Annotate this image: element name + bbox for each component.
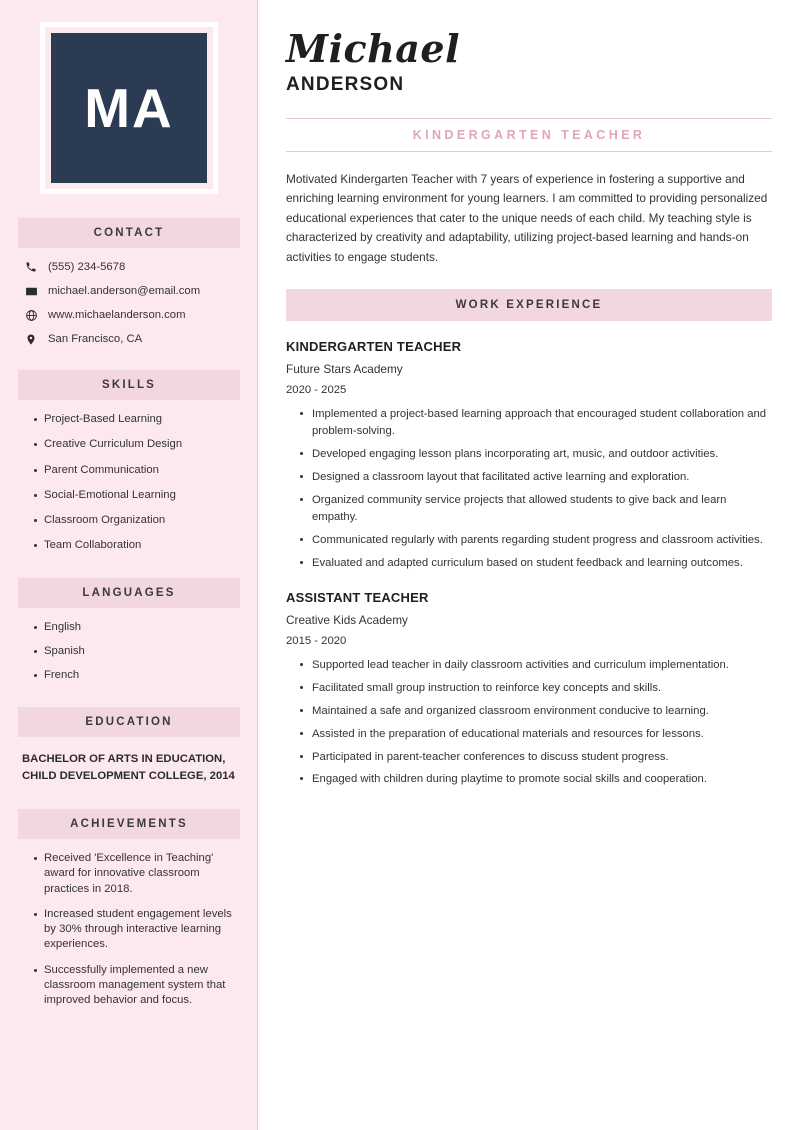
list-item: Creative Curriculum Design <box>34 437 240 452</box>
job-responsibilities <box>286 657 772 789</box>
list-item: Maintained a safe and organized classroom environment conducive to learning. <box>300 703 772 720</box>
list-item: Implemented a project-based learning approach that encouraged student collaboration and problem-solving. <box>300 406 772 440</box>
list-item: Supported lead teacher in daily classroom activities and curriculum implementation. <box>300 657 772 674</box>
contact-list <box>18 260 240 346</box>
skills-list <box>18 412 240 554</box>
job-company: Creative Kids Academy <box>286 612 408 627</box>
job-title-band: KINDERGARTEN TEACHER <box>286 118 772 152</box>
contact-item-phone <box>18 260 240 274</box>
contact-phone-text: (555) 234-5678 <box>48 261 126 273</box>
list-item: Received 'Excellence in Teaching' award for innovative classroom practices in 2018. <box>34 851 240 897</box>
list-item: Developed engaging lesson plans incorporating art, music, and outdoor activities. <box>300 446 772 463</box>
education-section-heading: EDUCATION <box>18 707 240 737</box>
job-responsibilities <box>286 406 772 572</box>
avatar-frame <box>40 22 218 194</box>
list-item: Spanish <box>34 644 240 659</box>
job-title: KINDERGARTEN TEACHER <box>286 339 462 355</box>
contact-item-location <box>18 332 240 346</box>
list-item: Increased student engagement levels by 30% through interactive learning experiences. <box>34 907 240 953</box>
job-entry <box>286 590 772 789</box>
contact-section-heading: CONTACT <box>18 218 240 248</box>
page-title <box>286 26 772 96</box>
list-item: Successfully implemented a new classroom management system that improved behavior and focus. <box>34 963 240 1009</box>
contact-website-text: www.michaelanderson.com <box>48 309 186 321</box>
main-content <box>258 0 800 1130</box>
contact-item-email <box>18 284 240 298</box>
list-item: Assisted in the preparation of educational materials and resources for lessons. <box>300 726 772 743</box>
first-name: Michael <box>286 26 460 71</box>
work-experience-heading: WORK EXPERIENCE <box>286 289 772 321</box>
job-entry <box>286 339 772 572</box>
list-item: Engaged with children during playtime to promote social skills and cooperation. <box>300 771 772 788</box>
sidebar <box>0 0 258 1130</box>
list-item: Social-Emotional Learning <box>34 488 240 503</box>
list-item: Communicated regularly with parents regarding student progress and classroom activities. <box>300 532 772 549</box>
list-item: Participated in parent-teacher conferences to discuss student progress. <box>300 749 772 766</box>
list-item: Designed a classroom layout that facilitated active learning and exploration. <box>300 469 772 486</box>
job-dates: 2020 - 2025 <box>286 384 347 397</box>
list-item: Project-Based Learning <box>34 412 240 427</box>
globe-icon <box>22 308 40 322</box>
contact-item-website <box>18 308 240 322</box>
avatar-initials: MA <box>51 33 207 183</box>
phone-icon <box>22 260 40 274</box>
languages-list <box>18 620 240 684</box>
email-icon <box>22 284 40 298</box>
list-item: French <box>34 668 240 683</box>
achievements-section-heading: ACHIEVEMENTS <box>18 809 240 839</box>
list-item: English <box>34 620 240 635</box>
list-item: Team Collaboration <box>34 538 240 553</box>
skills-section-heading: SKILLS <box>18 370 240 400</box>
job-title: ASSISTANT TEACHER <box>286 589 429 605</box>
languages-section-heading: LANGUAGES <box>18 578 240 608</box>
location-pin-icon <box>22 332 40 346</box>
contact-email-text: michael.anderson@email.com <box>48 285 201 297</box>
job-dates: 2015 - 2020 <box>286 634 347 647</box>
contact-location-text: San Francisco, CA <box>48 333 143 345</box>
list-item: Evaluated and adapted curriculum based on student feedback and learning outcomes. <box>300 555 772 572</box>
list-item: Classroom Organization <box>34 513 240 528</box>
professional-summary: Motivated Kindergarten Teacher with 7 years of experience in fostering a supportive and enriching learning environment for young learners. I am committed to providing personalized educational experiences that cater to the unique needs of each child. My teaching style is characterized by creativity and adaptability, utilizing project-based learning and hands-on activities to engage students. <box>286 172 768 264</box>
education-entry: BACHELOR OF ARTS IN EDUCATION, CHILD DEVELOPMENT COLLEGE, 2014 <box>22 753 235 783</box>
last-name: ANDERSON <box>286 74 405 95</box>
job-company: Future Stars Academy <box>286 362 403 377</box>
list-item: Parent Communication <box>34 463 240 478</box>
list-item: Organized community service projects that allowed students to give back and learn empathy. <box>300 492 772 526</box>
list-item: Facilitated small group instruction to reinforce key concepts and skills. <box>300 680 772 697</box>
achievements-list <box>18 851 240 1008</box>
